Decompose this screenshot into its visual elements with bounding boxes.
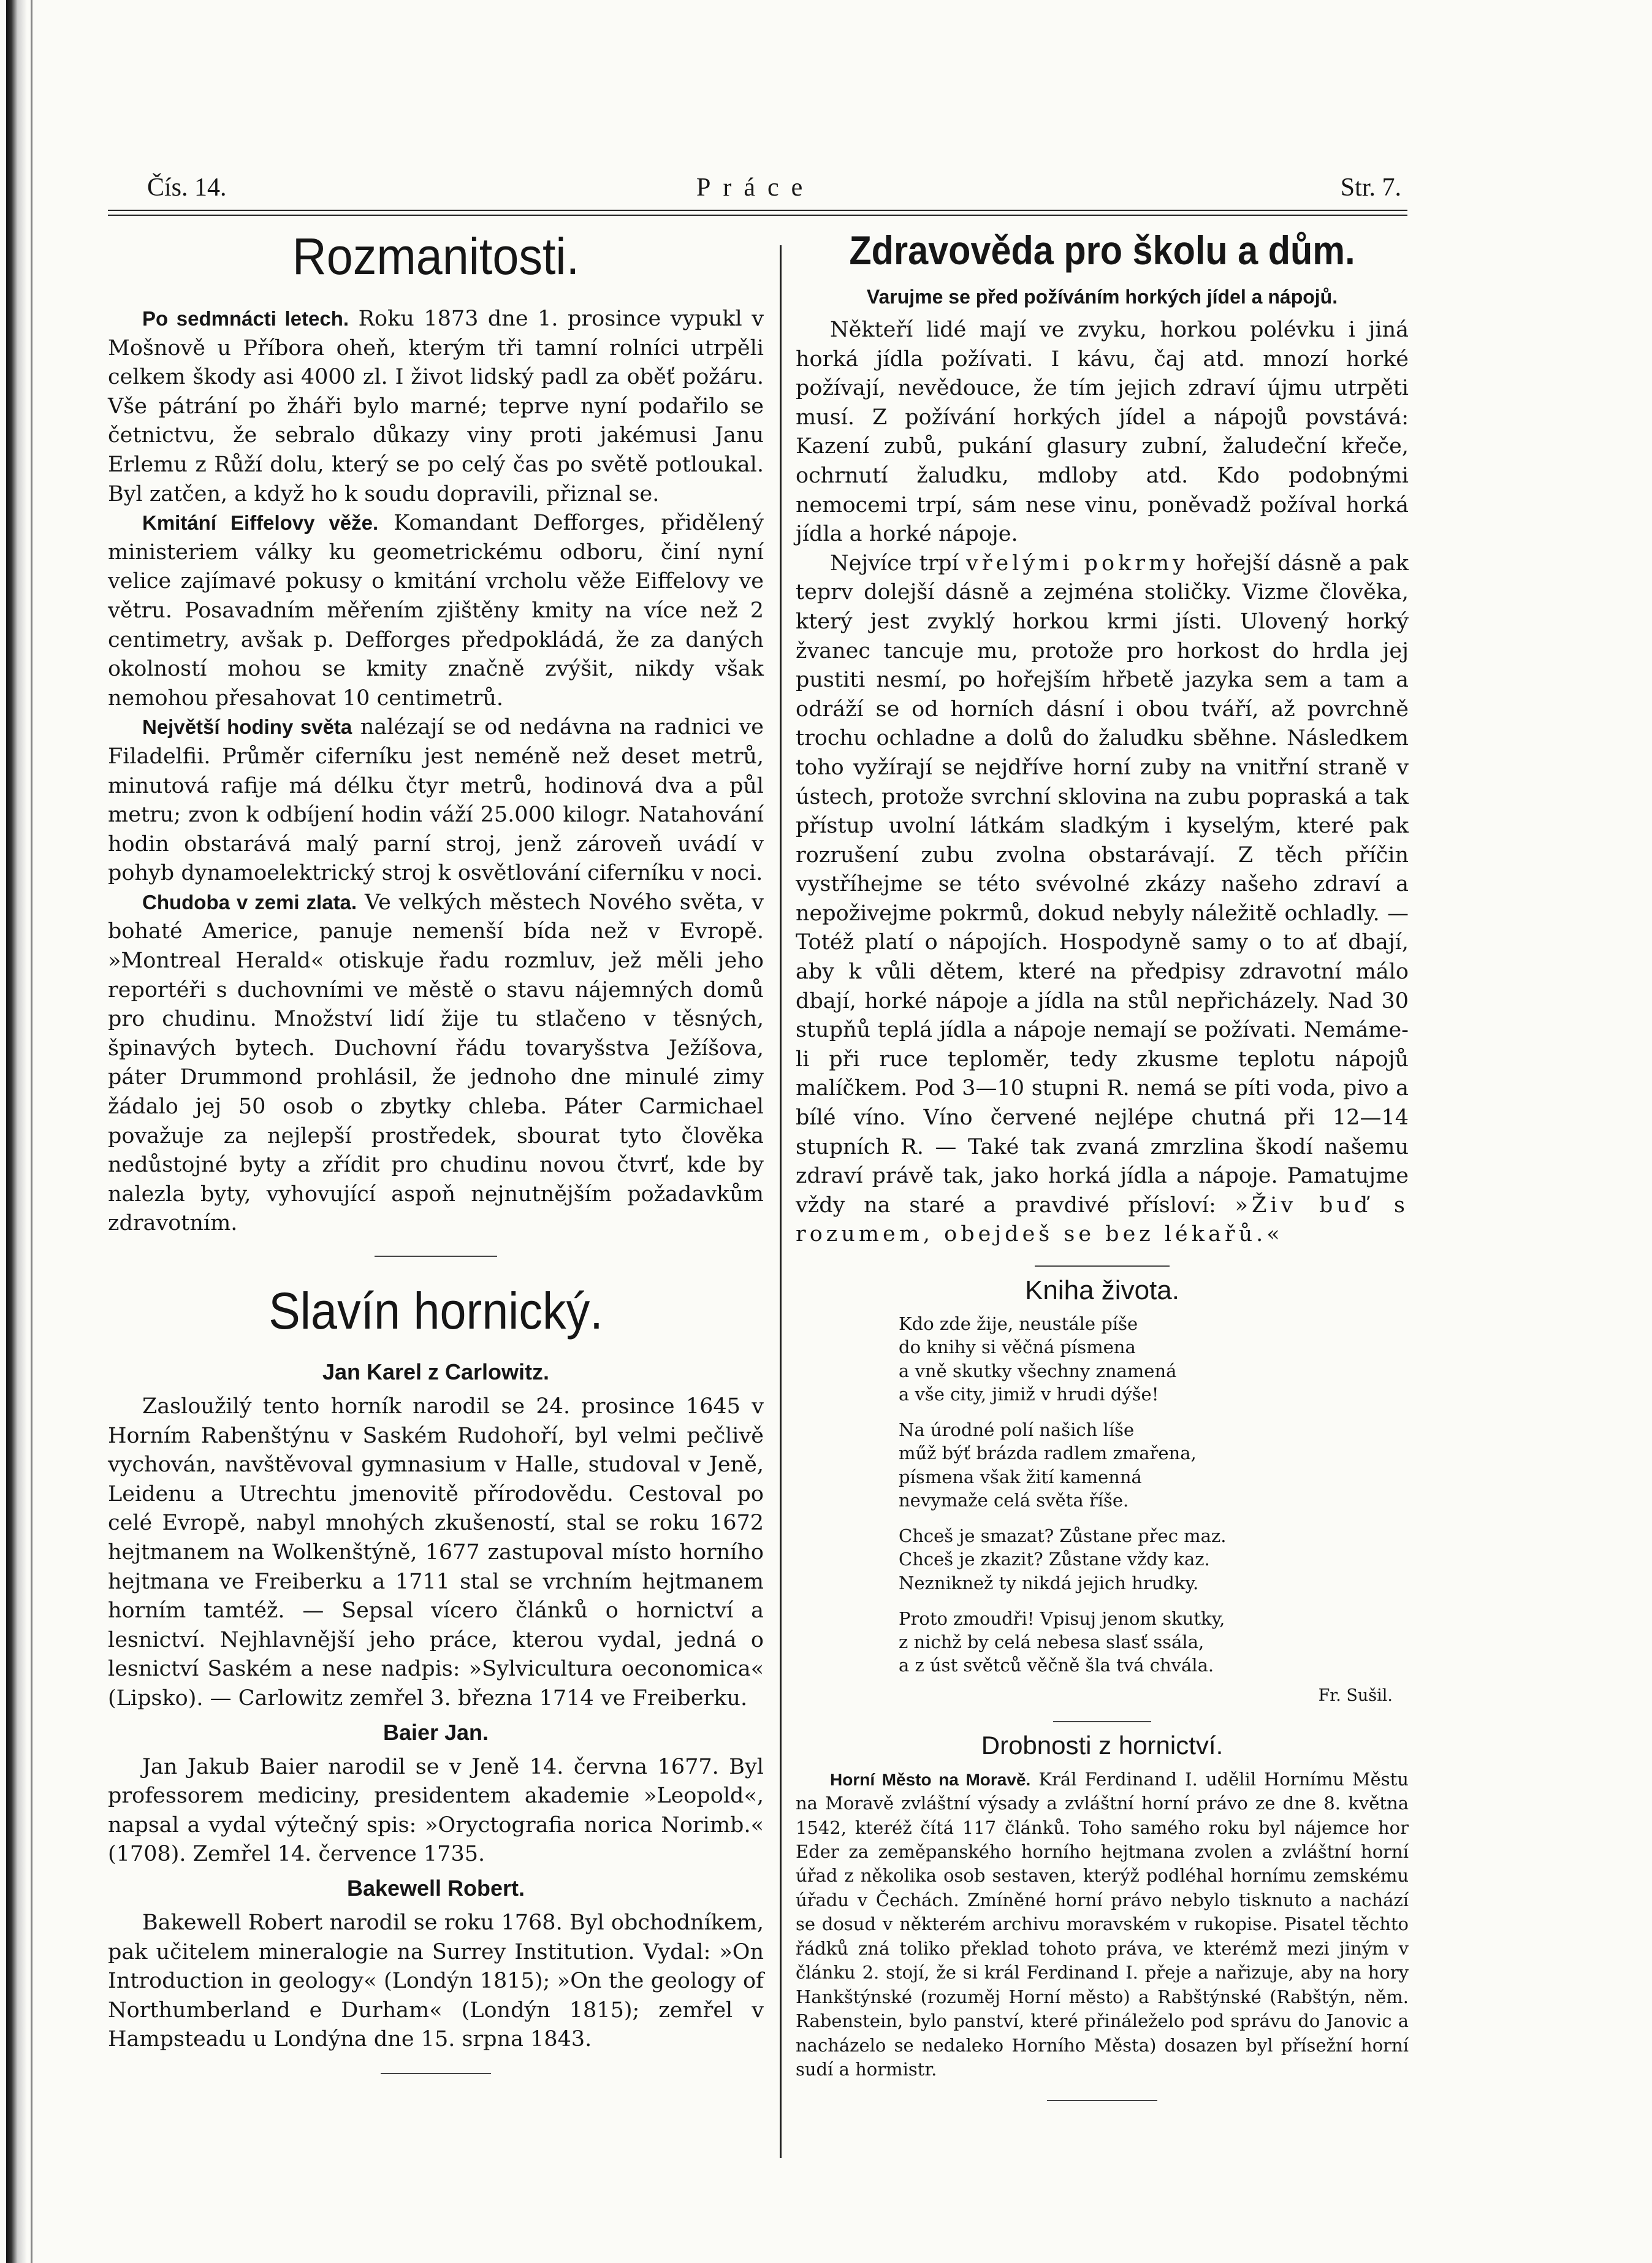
page-number: Str. 7. [1340,174,1401,202]
poem-line: Na úrodné polí našich líše [899,1419,1135,1441]
health-text-a: Nejvíce trpí [830,551,959,576]
column-end-rule [381,2073,491,2074]
poem-title: Kniha života. [1025,1275,1179,1305]
note-text: Král Ferdinand I. udělil Hornímu Městu na Moravě zvláštní výsady a zvláštní horní právo ze dne 8. května 1542, kteréž čítá 117 článků. Toho samého roku byl nájemce hor Eder za zeměpanského horního hejtmana zvolen a zvláštní horní úřad z několika osob sestaven, kterýž podléhal hornímu zemskému úřadu v Čechách. Zmíněné horní právo nebylo tisknuto a nachází se dosud v některém archivu moravském v rukopise. Pisatel těchto řádků zná toliko překlad tohoto práva, ve kterémž mezi jiným v článku 2. stojí, že si král Ferdinand I. přeje a nařizuje, aby na hory Hankštýnské (rozuměj Horní město) a Rabštýnské (Rabštýn, něm. Rabenstein, bylo panství, které přináleželo pod správu do Janovic a nacházelo se nedaleko Horního Města) dosazen byl přísežní horní sudí a hormistr. [796,1768,1409,2080]
health-emphasis: vřelými pokrmy [965,551,1189,576]
column-divider [780,245,782,2158]
header-rule-bottom [108,215,1407,216]
article-lead: Chudoba v zemi zlata. [142,890,357,914]
column-end-rule [1047,2100,1157,2101]
journal-title: Práce [696,174,815,202]
article-text: Ve velkých městech Nového světa, v bohaté Americe, panuje nemenší bída než v Evropě. »Montreal Herald« otiskuje řadu rozmluv, jež měli jeho reportéři s duchovními ve městě o stavu nájemných domů pro chudinu. Množství lidí žije tu stlačeno v těsných, špinavých bytech. Duchovní řádu tovaryšstva Ježíšova, páter Drummond prohlásil, že jednoho dne minulé zimy žádalo jej 50 osob o zbytky chleba. Páter Carmichael považuje za nejlepší prostředek, sbourat tyto člověka nedůstojné byty a zřídit pro chudinu novou čtvrť, kde by nalezla byty, vyhovující aspoň nejnutnějším požadavkům zdravotním. [108,890,764,1236]
article-text: Roku 1873 dne 1. prosince vypukl v Mošnově u Příbora oheň, kterým tři tamní rolníci utrpěli celkem škody asi 4000 zl. I život lidský padl za oběť požáru. Vše pátrání po žháři bylo marné; teprve nyní podařilo se četnictvu, že sebralo důkazy viny proti jakémusi Janu Erlemu z Růží dolu, který se po celý čas po světě potloukal. Byl zatčen, a když ho k soudu dopravili, přiznal se. [108,307,764,506]
poem-line: a vně skutky všechny znamená [899,1360,1177,1381]
left-column [108,227,764,2088]
poem-line: písmena však žití kamenná [899,1466,1142,1487]
proverb-quote: »Živ buď s rozumem, obejdeš se bez lékařů.« [796,1193,1409,1247]
section-divider [1035,1265,1170,1267]
page-header [108,169,1407,206]
health-subtitle: Varujme se před požíváním horkých jídel a nápojů. [866,286,1338,308]
entry-name: Jan Karel z Carlowitz. [322,1359,550,1384]
article-item [108,305,764,509]
page-binding-line [31,0,32,2263]
poem-line: Proto zmoudři! Vpisuj jenom skutky, [899,1608,1225,1629]
mining-note [796,1768,1409,2082]
poem-stanza [899,1418,1409,1512]
article-item [108,509,764,713]
entry-text: Bakewell Robert narodil se roku 1768. Byl obchodníkem, pak učitelem mineralogie na Surrey Institution. Vydal: »On Introduction in geology« (Londýn 1815); »On the geology of Northumberland e Durham« (Londýn 1815); zemřel v Hampsteadu u Londýna dne 15. srpna 1843. [108,1910,764,2052]
mining-notes-title: Drobnosti z hornictví. [981,1730,1224,1760]
poem-line: Kdo zde žije, neustále píše [899,1313,1138,1334]
poem-line: z nichž by celá nebesa slasť ssála, [899,1631,1205,1653]
entry-name: Bakewell Robert. [346,1875,525,1901]
poem-line: a vše city, jimiž v hrudi dýše! [899,1383,1159,1405]
section-divider [375,1256,497,1257]
section-divider [1053,1721,1151,1722]
poem-line: műž býť brázda radlem zmařena, [899,1443,1197,1464]
article-lead: Kmitání Eiffelovy věže. [142,511,379,535]
health-title: Zdravověda pro školu a dům. [849,227,1355,273]
article-item [108,888,764,1238]
poem-line: a z úst světců věčně šla tvá chvála. [899,1655,1214,1676]
article-text: nalézají se od nedávna na radnici ve Filadelfii. Průměr ciferníku jest neméně než deset metrů, minutová rafije má délku čtyr metrů, hodinová dva a půl metru; zvon k odbíjení hodin váží 25.000 kilogr. Natahování hodin obstarává malý parní stroj, jenž zároveň uvádí v pohyb dynamoelektrický stroj k osvětlování ciferníku v noci. [108,715,764,886]
entry-text: Jan Jakub Baier narodil se v Jeně 14. června 1677. Byl professorem mediciny, presidentem akademie »Leopold«, napsal a vydal výtečný spis: »Oryctografia norica Norimb.« (1708). Zemřel 14. července 1735. [108,1754,764,1867]
article-lead: Největší hodiny světa [142,716,352,739]
health-paragraph: Někteří lidé mají ve zvyku, horkou polévku i jiná horká jídla požívati. I kávu, čaj atd. mnozí horké požívají, nevědouce, že tím jejich zdraví újmu utrpěti musí. Z požívání horkých jídel a nápojů povstává: Kazení zubů, pukání glasury zubní, žaludeční křeče, ochrnutí žaludku, mdloby atd. Kdo podobnými nemocemi trpí, sám nese vinu, poněvadž požíval horká jídla a horké nápoje. [796,318,1409,547]
poem-author: Fr. Sušil. [1318,1685,1393,1705]
article-text: Komandant Defforges, přidělený ministeriem války ku geometrickému odboru, činí nyní velice zajímavé pokusy o kmitání vrcholu věže Eiffelovy ve větru. Posavadním měřením zjištěny kmity na více než 2 centimetry, avšak p. Defforges předpokládá, že za daných okolností mohou se kmity značně zvýšit, nikdy však nemohou přesahovat 10 centimetrů. [108,511,764,711]
article-item [108,713,764,888]
miscellany-title: Rozmanitosti. [292,227,580,285]
header-rule-top [108,210,1407,211]
issue-number: Čís. 14. [147,174,227,202]
poem-stanza [899,1312,1409,1406]
entry-name: Baier Jan. [383,1719,489,1745]
poem-line: Chceš je smazat? Zůstane přec maz. [899,1525,1227,1547]
page-binding-edge [6,0,27,2263]
article-lead: Po sedmnácti letech. [142,307,349,330]
health-paragraph [796,549,1409,1250]
poem-line: nevymaže celá světa říše. [899,1489,1129,1511]
miners-hall-title: Slavín hornický. [268,1282,603,1340]
poem-stanza [899,1607,1409,1677]
poem-line: do knihy si věčná písmena [899,1337,1136,1358]
poem-line: Chceš je zkazit? Zůstane vždy kaz. [899,1549,1210,1570]
poem-stanza [899,1524,1409,1595]
entry-text: Zasloužilý tento horník narodil se 24. prosince 1645 v Horním Rabenštýnu v Saském Rudohoří, byl velmi pečlivě vychován, navštěvoval gymnasium v Halle, studoval v Jeně, Leidenu a Utrechtu jmenovitě přírodovědu. Cestoval po celé Evropě, nabyl mnohých zkušeností, stal se roku 1672 hejtmanem na Wolkenštýně, 1677 zastupoval místo horního hejtmana ve Freiberku a 1711 stal se vrchním hejtmanem horním tamtéž. — Sepsal vícero článků o hornictví a lesnictví. Nejhlavnější jeho práce, kterou vydal, jedná o lesnictví Saském a nese nadpis: »Sylvicultura oeconomica« (Lipsko). — Carlowitz zemřel 3. března 1714 ve Freiberku. [108,1394,764,1711]
health-text-b: hořejší dásně a pak teprv dolejší dásně a zejména stoličky. Vizme člověka, který jest zvyklý horkou krmi jísti. Ulovený horký žvanec tancuje mu, protože pro horkost do hrdla jej pustiti nesmí, po hořejším hřbetě jazyka sem a tam a odráží se od horních dásní i obou tváří, až povrchně trochu ochladne a dolů do žaludku sběhne. Následkem toho vyžírají se nejdříve horní zuby na vnitřní straně v ústech, protože svrchní sklovina na zubu popraská a tak přístup uvolní látkám sladkým i kyselým, které pak rozrušení zubu zvolna obstarávají. Z těch příčin vystříhejme se této svévolné zkázy našeho zdraví a nepoživejme pokrmů, dokud nebyly náležitě ochladly. — Totéž platí o nápojích. Hospodyně samy o to ať dbají, aby k vůli dětem, které na předpisy zdravotní málo dbají, horké nápoje a jídla na stůl nepřicházely. Nad 30 stupňů teplá jídla a nápoje nemají se požívati. Nemáme-li při ruce teploměr, tedy zkusme teplotu nápojů malíčkem. Pod 3—10 stupni R. nemá se píti voda, pivo a bílé víno. Víno červené nejlépe chutná při 12—14 stupních R. — Také tak zvaná zmrzlina škodí našemu zdraví právě tak, jako horká jídla a nápoje. Pamatujme vždy na staré a pravdivé přísloví: [796,551,1409,1218]
note-lead: Horní Město na Moravě. [830,1769,1031,1789]
poem-line: Nezniknež ty nikdá jejich hrudky. [899,1572,1199,1593]
right-column [796,227,1409,2115]
